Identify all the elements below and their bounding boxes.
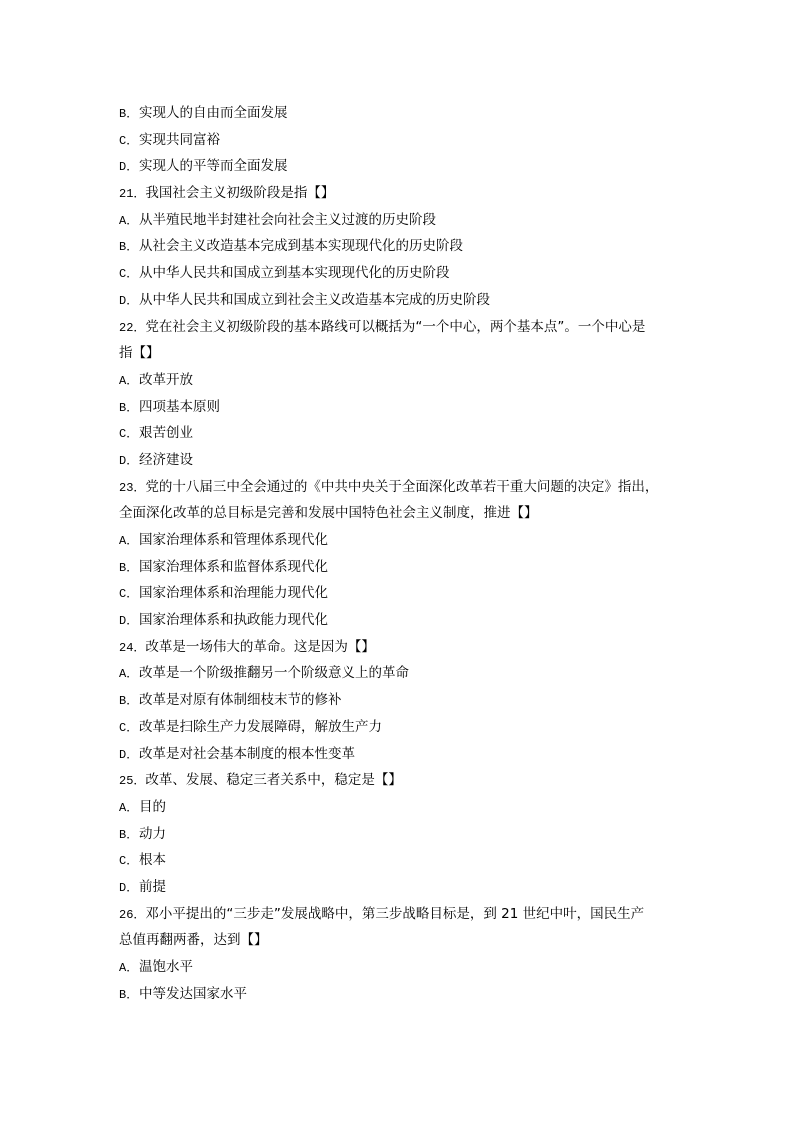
option-text: 国家治理体系和治理能力现代化 bbox=[139, 585, 328, 602]
question-text: 邓小平提出的“三步走”发展战略中，第三步战略目标是，到 21 世纪中叶，国民生产 bbox=[145, 905, 645, 922]
answer-option bbox=[119, 607, 679, 634]
question-stem bbox=[119, 634, 679, 661]
option-letter: D． bbox=[119, 453, 139, 468]
question-number: 25． bbox=[119, 774, 146, 789]
option-letter: A． bbox=[119, 667, 139, 682]
option-letter: C． bbox=[119, 854, 139, 869]
option-letter: B． bbox=[119, 827, 139, 842]
option-letter: D． bbox=[119, 160, 139, 175]
question-stem-continuation bbox=[119, 927, 679, 954]
question-number: 26． bbox=[119, 907, 146, 922]
option-letter: A． bbox=[119, 800, 139, 815]
option-text: 国家治理体系和管理体系现代化 bbox=[139, 532, 328, 548]
question-text: 总值再翻两番，达到【】 bbox=[119, 932, 268, 949]
option-letter: A． bbox=[119, 534, 139, 548]
option-letter: B． bbox=[119, 560, 139, 575]
option-letter: C． bbox=[119, 267, 139, 282]
option-text: 目的 bbox=[139, 798, 166, 815]
option-text: 经济建设 bbox=[139, 451, 193, 468]
question-text: 全面深化改革的总目标是完善和发展中国特色社会主义制度，推进【】 bbox=[119, 505, 538, 522]
answer-option bbox=[119, 981, 679, 1008]
question-text: 我国社会主义初级阶段是指【】 bbox=[145, 185, 335, 202]
question-text: 党在社会主义初级阶段的基本路线可以概括为“一个中心，两个基本点”。一个中心是 bbox=[145, 318, 646, 335]
answer-option bbox=[119, 874, 679, 901]
option-letter: A． bbox=[119, 961, 139, 975]
option-letter: D． bbox=[119, 614, 139, 629]
option-text: 改革开放 bbox=[139, 371, 193, 388]
option-text: 国家治理体系和执政能力现代化 bbox=[139, 612, 328, 629]
question-number: 22． bbox=[119, 320, 146, 335]
option-letter: D． bbox=[119, 747, 139, 762]
option-letter: C． bbox=[119, 427, 139, 442]
option-letter: B． bbox=[119, 240, 139, 255]
answer-option bbox=[119, 100, 679, 127]
answer-option bbox=[119, 260, 679, 287]
answer-option bbox=[119, 394, 679, 421]
option-text: 从中华人民共和国成立到基本实现现代化的历史阶段 bbox=[139, 265, 450, 282]
option-letter: B． bbox=[119, 694, 139, 709]
option-text: 改革是一个阶级推翻另一个阶级意义上的革命 bbox=[139, 665, 409, 682]
question-text: 改革是一场伟大的革命。这是因为【】 bbox=[145, 638, 375, 655]
option-letter: B． bbox=[119, 107, 139, 121]
answer-option bbox=[119, 687, 679, 714]
question-stem bbox=[119, 901, 679, 928]
question-text: 改革、发展、稳定三者关系中，稳定是【】 bbox=[145, 772, 402, 789]
question-text: 指【】 bbox=[119, 345, 160, 362]
question-stem bbox=[119, 180, 679, 207]
option-text: 根本 bbox=[139, 852, 166, 869]
option-letter: C． bbox=[119, 720, 139, 735]
option-letter: A． bbox=[119, 213, 139, 228]
option-text: 中等发达国家水平 bbox=[139, 985, 247, 1002]
option-text: 实现共同富裕 bbox=[139, 131, 220, 148]
answer-option bbox=[119, 153, 679, 180]
option-letter: C． bbox=[119, 587, 139, 602]
option-letter: B． bbox=[119, 987, 139, 1002]
option-text: 温饱水平 bbox=[139, 959, 193, 975]
option-text: 改革是扫除生产力发展障碍，解放生产力 bbox=[139, 718, 382, 735]
option-text: 前提 bbox=[139, 878, 166, 895]
answer-option bbox=[119, 367, 679, 394]
option-letter: D． bbox=[119, 880, 139, 895]
answer-option bbox=[119, 527, 679, 554]
answer-option bbox=[119, 580, 679, 607]
answer-option bbox=[119, 794, 679, 821]
option-text: 实现人的自由而全面发展 bbox=[139, 105, 288, 121]
answer-option bbox=[119, 821, 679, 848]
question-number: 23． bbox=[119, 480, 146, 495]
option-text: 艰苦创业 bbox=[139, 425, 193, 442]
answer-option bbox=[119, 420, 679, 447]
answer-option bbox=[119, 127, 679, 154]
option-letter: B． bbox=[119, 400, 139, 415]
answer-option bbox=[119, 847, 679, 874]
option-text: 从社会主义改造基本完成到基本实现现代化的历史阶段 bbox=[139, 238, 463, 255]
answer-option bbox=[119, 660, 679, 687]
question-number: 21． bbox=[119, 187, 146, 202]
option-text: 动力 bbox=[139, 825, 166, 842]
question-stem bbox=[119, 474, 679, 501]
question-stem bbox=[119, 767, 679, 794]
answer-option bbox=[119, 233, 679, 260]
answer-option bbox=[119, 287, 679, 314]
option-letter: C． bbox=[119, 133, 139, 148]
option-text: 改革是对社会基本制度的根本性变革 bbox=[139, 745, 355, 762]
answer-option bbox=[119, 741, 679, 768]
answer-option bbox=[119, 554, 679, 581]
option-text: 从半殖民地半封建社会向社会主义过渡的历史阶段 bbox=[139, 211, 436, 228]
question-text: 党的十八届三中全会通过的《中共中央关于全面深化改革若干重大问题的决定》指出， bbox=[145, 478, 659, 495]
option-letter: D． bbox=[119, 293, 139, 308]
answer-option bbox=[119, 714, 679, 741]
question-number: 24． bbox=[119, 640, 146, 655]
document-page bbox=[119, 100, 679, 1007]
option-text: 从中华人民共和国成立到社会主义改造基本完成的历史阶段 bbox=[139, 291, 490, 308]
answer-option bbox=[119, 207, 679, 234]
question-stem-continuation bbox=[119, 500, 679, 527]
option-text: 改革是对原有体制细枝末节的修补 bbox=[139, 692, 342, 709]
question-stem bbox=[119, 314, 679, 341]
question-stem-continuation bbox=[119, 340, 679, 367]
option-text: 国家治理体系和监督体系现代化 bbox=[139, 558, 328, 575]
answer-option bbox=[119, 447, 679, 474]
option-text: 实现人的平等而全面发展 bbox=[139, 158, 288, 175]
option-letter: A． bbox=[119, 373, 139, 388]
answer-option bbox=[119, 954, 679, 981]
option-text: 四项基本原则 bbox=[139, 398, 220, 415]
